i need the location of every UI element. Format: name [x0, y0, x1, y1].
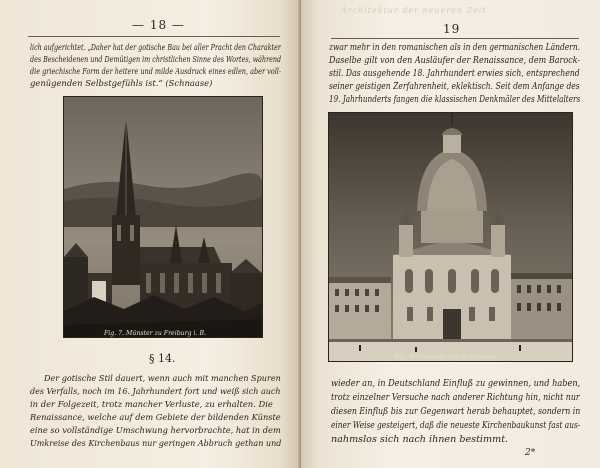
text-line: genügenden Selbstgefühls ist.“ (Schnaase): [30, 78, 213, 88]
text-line: die griechische Form der heitere und milde Ausdruck eines edlen, aber voll-: [30, 66, 282, 76]
text-line: Der gotische Stil dauert, wenn auch mit manchen Spuren: [44, 373, 281, 383]
text-line: zwar mehr in den romanischen als in den germanischen Ländern.: [329, 42, 581, 53]
text-line: Umkreise des Kirchenbaus nur geringen Abbruch gethan und: [30, 438, 282, 448]
text-line: lich aufgerichtet. „Daher hat der gotische Bau bei aller Pracht den Charakter: [30, 42, 281, 52]
text-line: des Verfalls, noch im 16. Jahrhundert fort und weiß sich auch: [30, 386, 281, 396]
frauenkirche-engraving: [328, 112, 573, 362]
text-line: trotz einzelner Versuche nach anderer Richtung hin, nicht nur: [331, 392, 580, 403]
signature-mark: 2*: [525, 448, 536, 458]
text-line: des Bescheidenen und Demütigen im christlichen Sinne des Wortes, während: [30, 54, 282, 64]
text-line: nahmslos sich nach ihnen bestimmt.: [331, 434, 509, 445]
left-page-number: — 18 —: [132, 18, 185, 32]
section-heading: § 14.: [149, 352, 176, 365]
figure-caption: Fig. 7. Münster zu Freiburg i. B.: [104, 330, 206, 337]
text-line: seiner geistigen Zerfahrenheit, eklektisch. Seit dem Anfange des: [329, 81, 580, 92]
text-line: wieder an, in Deutschland Einfluß zu gewinnen, und haben,: [331, 378, 581, 389]
right-page-number: 19: [443, 22, 461, 36]
text-line: 19. Jahrhunderts fangen die klassischen Denkmäler des Mittelalters: [329, 94, 581, 105]
running-head-faint: Architektur der neueren Zeit: [341, 6, 487, 15]
figure-caption: Fig. 8. Frauenkirche in Dresden.: [395, 354, 498, 361]
text-line: eine so vollständige Umschwung hervorbrachte, hat in dem: [30, 425, 281, 435]
freiburg-minster-engraving: [63, 96, 263, 338]
header-rule: [28, 36, 280, 37]
text-line: Daselbe gilt von den Ausläufer der Renaissance, dem Barock-: [329, 55, 581, 66]
text-line: in der Folgezeit, trotz mancher Verluste, zu erhalten. Die: [30, 399, 273, 409]
text-line: einer Weise gesteigert, daß die neueste Kirchenbaukunst fast aus-: [331, 420, 581, 431]
text-line: diesen Einfluß bis zur Gegenwart herab behauptet, sondern in: [331, 406, 581, 417]
text-line: Renaissance, welche auf dem Gebiete der bildenden Künste: [30, 412, 281, 422]
text-line: stil. Das ausgehende 18. Jahrhundert erwies sich, entsprechend: [329, 68, 580, 79]
right-page: [301, 0, 600, 468]
header-rule: [331, 38, 579, 39]
